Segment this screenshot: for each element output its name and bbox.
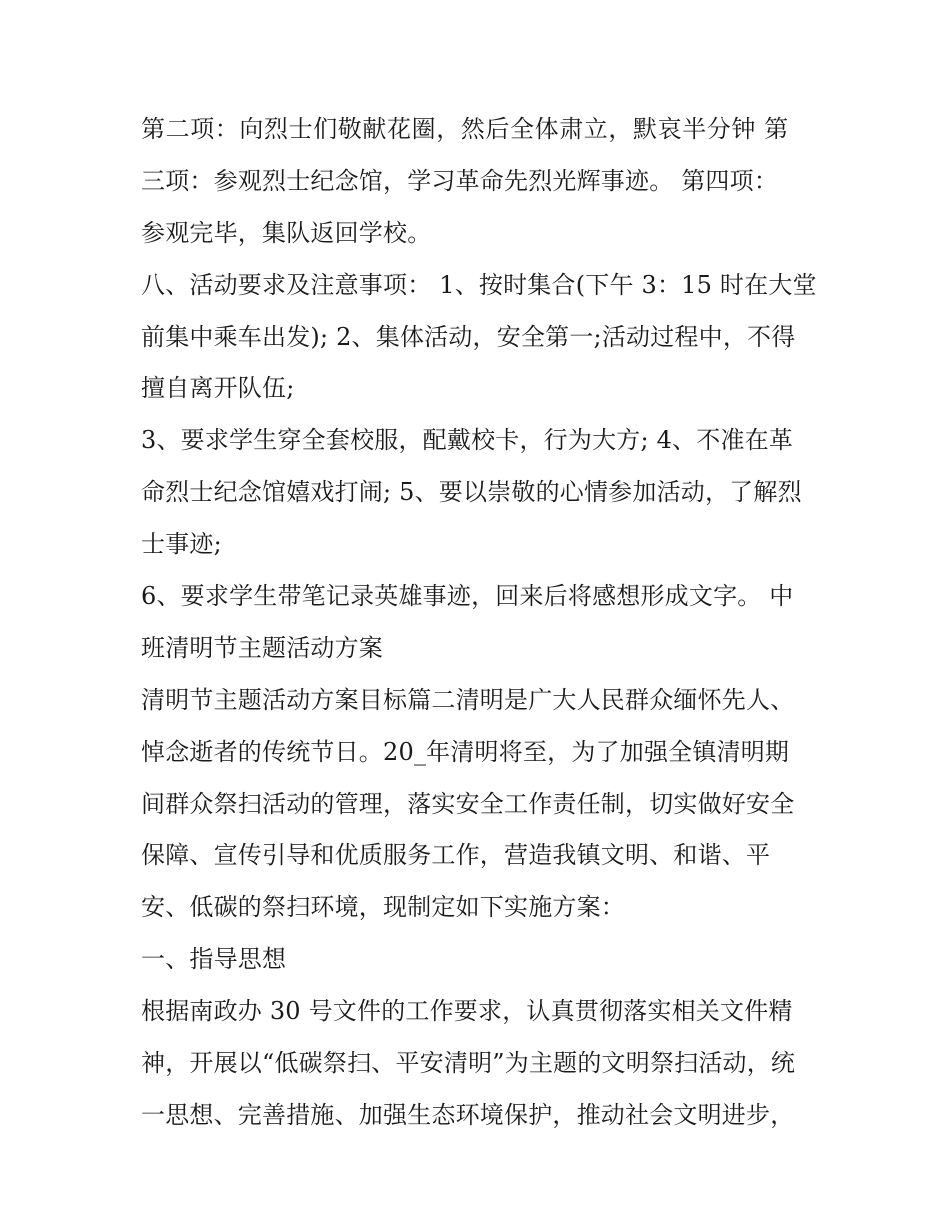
text-line: 6、要求学生带笔记录英雄事迹，回来后将感想形成文字。 中 [141,582,794,611]
text-line: 一思想、完善措施、加强生态环境保护，推动社会文明进步， [141,1100,795,1129]
text-line: 保障、宣传引导和优质服务工作，营造我镇文明、和谐、平 [141,841,771,870]
text-line: 擅自离开队伍; [141,374,295,403]
text-line: 三项：参观烈士纪念馆，学习革命先烈光辉事迹。 第四项： [141,166,779,195]
text-line: 第二项：向烈士们敬献花圈，然后全体肃立，默哀半分钟 第 [141,115,789,143]
text-line: 根据南政办 30 号文件的工作要求，认真贯彻落实相关文件精 [141,997,793,1026]
document-body [141,104,816,1142]
text-line: 八、活动要求及注意事项： 1、按时集合(下午 3：15 时在大堂 [141,270,817,299]
section-title: 班清明节主题活动方案 [141,633,383,662]
section-heading: 一、指导思想 [141,945,287,974]
text-line: 3、要求学生穿全套校服，配戴校卡，行为大方; 4、不准在革 [141,426,794,455]
text-line: 命烈士纪念馆嬉戏打闹; 5、要以崇敬的心情参加活动，了解烈 [141,478,802,507]
text-line: 参观完毕，集队返回学校。 [141,218,432,247]
text-line: 士事迹; [141,530,222,559]
text-line: 清明节主题活动方案目标篇二清明是广大人民群众缅怀先人、 [141,685,795,714]
text-line: 安、低碳的祭扫环境，现制定如下实施方案： [141,893,625,922]
text-line: 前集中乘车出发); 2、集体活动，安全第一;活动过程中，不得 [141,322,796,351]
text-line: 间群众祭扫活动的管理，落实安全工作责任制，切实做好安全 [141,789,795,818]
text-line: 神，开展以“低碳祭扫、平安清明”为主题的文明祭扫活动，统 [141,1049,796,1078]
text-line: 悼念逝者的传统节日。20_年清明将至，为了加强全镇清明期 [141,737,790,766]
